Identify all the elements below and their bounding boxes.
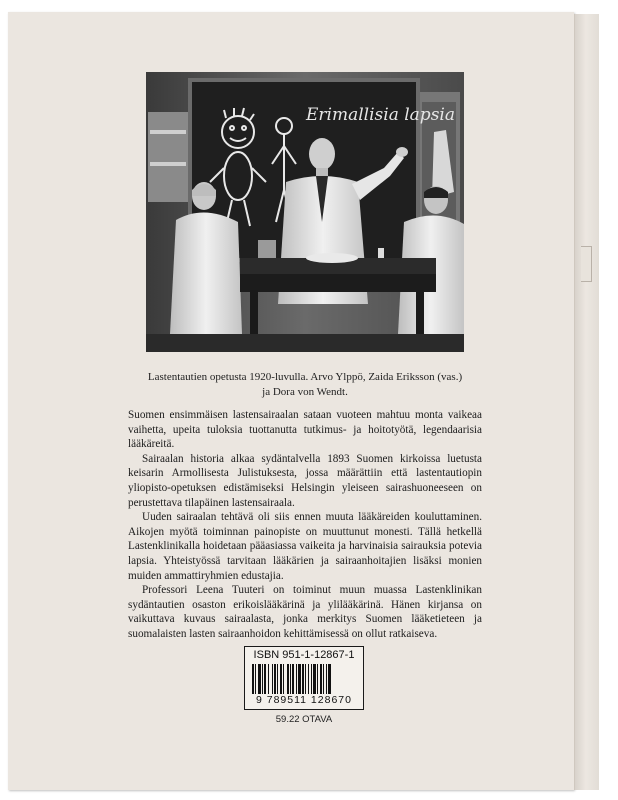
price-publisher-line: 59.22 OTAVA <box>275 714 333 725</box>
caption-line-1: Lastentautien opetusta 1920-luvulla. Arvo Ylppö, Zaida Eriksson (vas.) <box>147 371 463 383</box>
book-spine-edge <box>574 14 599 790</box>
blurb-paragraph-4: Professori Leena Tuuteri on toiminut muun muassa Lastenklinikan sydäntautien osaston erikoislääkärinä ja ylilääkärinä. Hänen kirjansa on vaikuttava kuvaus sairaalasta, jonka merkitys Suomen lääketieteen ja suomalaisten lasten sairaanhoidon kehittämisessä on ollut ratkaiseva. <box>128 584 482 640</box>
classroom-photo <box>146 72 464 352</box>
barcode-icon <box>251 664 357 694</box>
cover-photo <box>146 72 464 352</box>
caption-line-2: ja Dora von Wendt. <box>262 386 348 398</box>
isbn-label: ISBN 951-1-12867-1 <box>253 649 355 661</box>
barcode-digits: 9 789511 128670 <box>256 694 352 706</box>
blurb-paragraph-1: Suomen ensimmäisen lastensairaalan sataan vuoteen mahtuu monta vaikeaa vaihetta, upeita tuloksia tuottanutta tutkimus- ja hoitotyötä, legendaarisia lääkäreitä. <box>128 409 482 451</box>
blurb-paragraph-2: Sairaalan historia alkaa sydäntalvella 1893 Suomen kirkoissa luetusta keisarin Armollisesta Julistuksesta, jossa määrättiin että lastentautiopin yliopisto-opetuksen edistämiseksi Helsingin yleiseen sairashuoneeseen on perustettava tilapäinen lastensairaala. <box>128 452 482 509</box>
blurb-paragraph-3: Uuden sairaalan tehtävä oli siis ennen muuta lääkäreiden kouluttaminen. Aikojen myötä toiminnan painopiste on muuttunut monesti. Tällä hetkellä Lastenklinikalla hoidetaan pääasiassa vaikeita ja harvinaisia sairauksia potevia lapsia. Yhteistyössä tarvitaan lääkärien ja sairaanhoitajien lisäksi monien muiden ammattiryhmien edustajia. <box>128 511 482 582</box>
blurb-text <box>128 408 482 642</box>
isbn-barcode-box <box>244 646 364 710</box>
photo-caption <box>130 370 480 400</box>
spine-tab <box>581 246 592 282</box>
chalkboard-text: Erimallisia lapsia <box>306 105 455 125</box>
